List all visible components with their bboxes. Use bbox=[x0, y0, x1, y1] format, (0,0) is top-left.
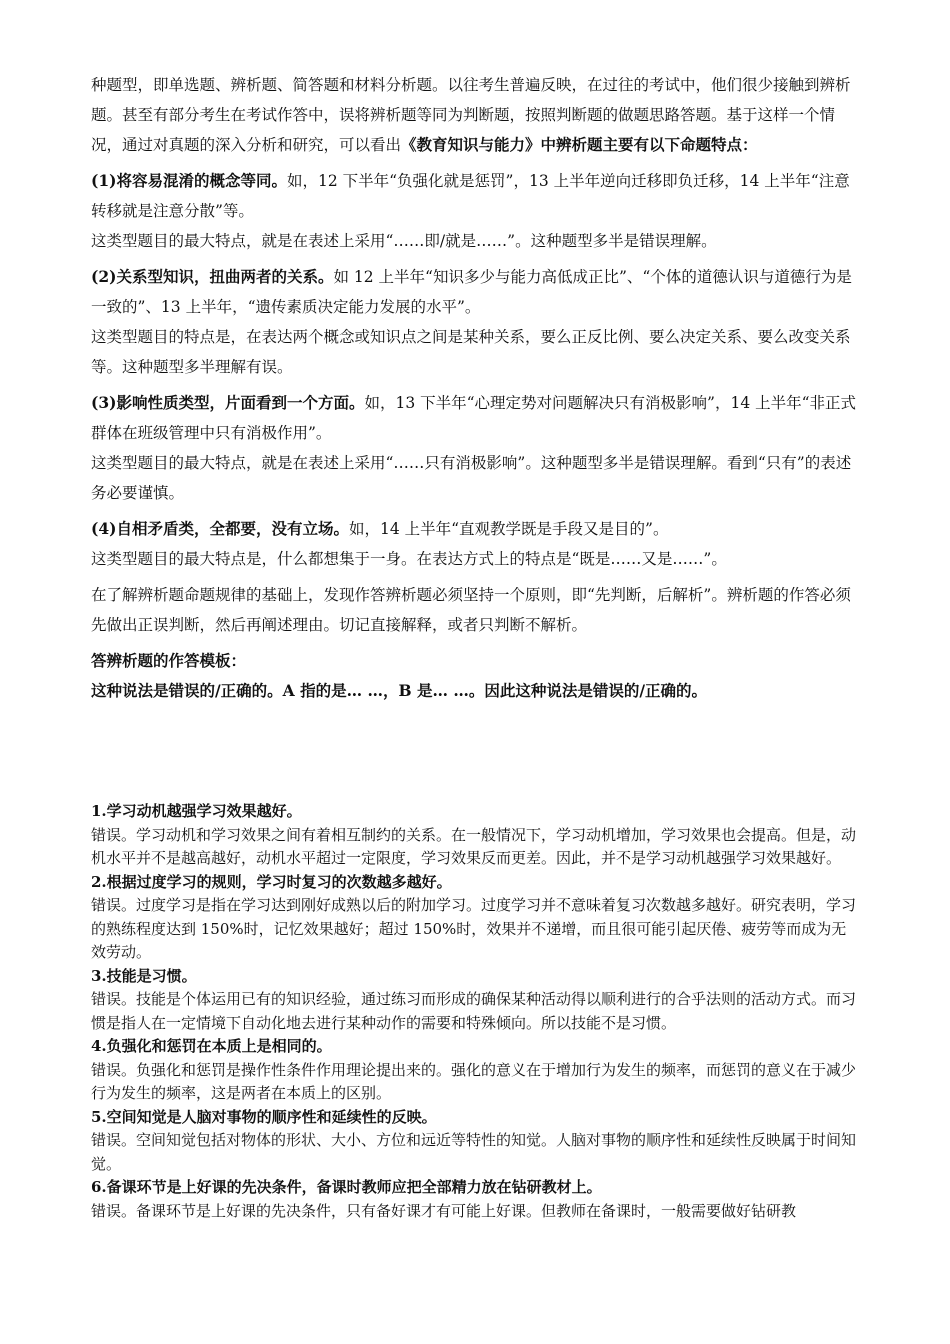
question-answer: 错误。学习动机和学习效果之间有着相互制约的关系。在一般情况下，学习动机增加，学习效果也会提高。但是，动机水平并不是越高越好，动机水平超过一定限度，学习效果反而更差。因此，并不是学习动机越强学习效果越好。 bbox=[91, 825, 857, 867]
template-text: 这种说法是错误的/正确的。A 指的是… …，B 是… …。因此这种说法是错误的/正确的。 bbox=[91, 681, 708, 700]
feature-3 bbox=[91, 388, 861, 448]
principle-paragraph: 在了解辨析题命题规律的基础上，发现作答辨析题必须坚持一个原则，即“先判断，后解析”。辨析题的作答必须先做出正误判断，然后再阐述理由。切记直接解释，或者只判断不解析。 bbox=[91, 586, 851, 634]
feature-heading: (3)影响性质类型，片面看到一个方面。 bbox=[91, 393, 365, 412]
feature-heading: (2)关系型知识，扭曲两者的关系。 bbox=[91, 267, 334, 286]
question-title: 4.负强化和惩罚在本质上是相同的。 bbox=[91, 1037, 332, 1055]
feature-example: 如，12 下半年“负强化就是惩罚”，13 上半年逆向迁移即负迁移，14 上半年“注意转移就是注意分散”等。 bbox=[91, 172, 850, 220]
feature-example: 如 12 上半年“知识多少与能力高低成正比”、“个体的道德认识与道德行为是一致的”、13 上半年，“遗传素质决定能力发展的水平”。 bbox=[91, 268, 852, 316]
question-title: 5.空间知觉是人脑对事物的顺序性和延续性的反映。 bbox=[91, 1107, 437, 1126]
feature-note: 这类型题目的特点是，在表达两个概念或知识点之间是某种关系，要么正反比例、要么决定关系、要么改变关系等。这种题型多半理解有误。 bbox=[91, 328, 851, 376]
question-title: 3.技能是习惯。 bbox=[91, 966, 197, 985]
feature-note: 这类型题目的最大特点是，什么都想集于一身。在表达方式上的特点是“既是……又是……”。 bbox=[91, 550, 727, 568]
feature-heading: (1)将容易混淆的概念等同。 bbox=[91, 171, 287, 190]
question-answer: 错误。技能是个体运用已有的知识经验，通过练习而形成的确保某种活动得以顺利进行的合乎法则的活动方式。而习惯是指人在一定情境下自动化地去进行某种动作的需要和特殊倾向。所以技能不是习惯。 bbox=[91, 990, 857, 1032]
intro-bold-text: 《教育知识与能力》中辨析题主要有以下命题特点： bbox=[401, 135, 758, 154]
feature-note: 这类型题目的最大特点，就是在表述上采用“……只有消极影响”。这种题型多半是错误理解。看到“只有”的表述务必要谨慎。 bbox=[91, 454, 852, 502]
question-answer: 错误。过度学习是指在学习达到刚好成熟以后的附加学习。过度学习并不意味着复习次数越多越好。研究表明，学习的熟练程度达到 150%时，记忆效果越好；超过 150%时，效果并不递增，而且很可能引起厌倦、疲劳等而成为无效劳动。 bbox=[91, 896, 857, 961]
question-title: 1.学习动机越强学习效果越好。 bbox=[91, 802, 302, 820]
intro-section bbox=[91, 70, 861, 706]
feature-2 bbox=[91, 262, 861, 322]
feature-heading: (4)自相矛盾类，全都要，没有立场。 bbox=[91, 519, 349, 538]
question-answer: 错误。备课环节是上好课的先决条件，只有备好课才有可能上好课。但教师在备课时，一般需要做好钻研教 bbox=[91, 1201, 797, 1220]
feature-4 bbox=[91, 514, 861, 544]
feature-note: 这类型题目的最大特点，就是在表述上采用“……即/就是……”。这种题型多半是错误理解。 bbox=[91, 232, 717, 250]
question-list bbox=[91, 800, 861, 1223]
feature-example: 如，13 下半年“心理定势对问题解决只有消极影响”，14 上半年“非正式群体在班级管理中只有消极作用”。 bbox=[91, 394, 857, 442]
question-answer: 错误。空间知觉包括对物体的形状、大小、方位和远近等特性的知觉。人脑对事物的顺序性和延续性反映属于时间知觉。 bbox=[91, 1131, 857, 1173]
question-answer: 错误。负强化和惩罚是操作性条件作用理论提出来的。强化的意义在于增加行为发生的频率，而惩罚的意义在于减少行为发生的频率，这是两者在本质上的区别。 bbox=[91, 1060, 857, 1102]
feature-example: 如，14 上半年“直观教学既是手段又是目的”。 bbox=[348, 520, 669, 538]
intro-text: 种题型，即单选题、辨析题、简答题和材料分析题。以往考生普遍反映，在过往的考试中，他们很少接触到辨析题。甚至有部分考生在考试作答中，误将辨析题等同为判断题，按照判断题的做题思路答题。基于这样一个情况，通过对真题的深入分析和研究，可以看出 bbox=[91, 76, 851, 154]
feature-1 bbox=[91, 166, 861, 226]
intro-paragraph bbox=[91, 70, 861, 160]
question-title: 6.备课环节是上好课的先决条件，备课时教师应把全部精力放在钻研教材上。 bbox=[91, 1178, 602, 1196]
template-title: 答辨析题的作答模板： bbox=[91, 651, 247, 670]
question-title: 2.根据过度学习的规则，学习时复习的次数越多越好。 bbox=[91, 872, 452, 891]
